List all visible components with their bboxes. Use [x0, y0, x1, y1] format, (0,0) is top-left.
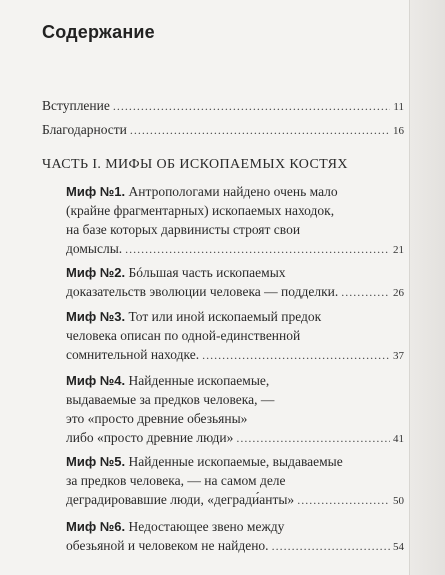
- page-number: 21: [393, 244, 404, 256]
- page-number: 37: [393, 350, 404, 362]
- dot-leader: [341, 283, 390, 302]
- myth-text: Недостающее звено между: [125, 519, 285, 534]
- myth-text: доказательств эволюции человека — подделки.: [66, 284, 339, 299]
- dot-leader: [202, 346, 390, 365]
- myth-text: Антропологами найдено очень мало: [125, 184, 338, 199]
- page-number: 16: [393, 125, 404, 137]
- myth-label: Миф №2.: [66, 265, 126, 280]
- toc-entry-intro[interactable]: [42, 97, 404, 116]
- toc-entry-label: Вступление: [42, 98, 110, 113]
- dot-leader: [236, 429, 390, 448]
- toc-entry-myth-4[interactable]: [66, 371, 404, 449]
- myth-text: сомнительной находке.: [66, 347, 200, 362]
- dot-leader: [113, 97, 391, 115]
- myth-text: это «просто древние обезьяны»: [66, 411, 248, 426]
- myth-text: человека описан по одной-единственной: [66, 328, 301, 343]
- myth-text: Тот или иной ископаемый предок: [125, 309, 322, 324]
- myth-text: выдаваемые за предков человека, —: [66, 392, 275, 407]
- part-heading: ЧАСТЬ I. МИФЫ ОБ ИСКОПАЕМЫХ КОСТЯХ: [42, 157, 348, 172]
- toc-entry-myth-3[interactable]: [66, 307, 404, 366]
- page-title: Содержание: [42, 22, 155, 42]
- toc-entry-myth-6[interactable]: [66, 517, 404, 557]
- myth-text: Бóльшая часть ископаемых: [125, 265, 286, 280]
- myth-text: за предков человека, — на самом деле: [66, 473, 286, 488]
- dot-leader: [297, 491, 390, 510]
- myth-text: либо «просто древние люди»: [66, 430, 234, 445]
- toc-entry-myth-1[interactable]: [66, 182, 404, 260]
- toc-entry-acknowledgements[interactable]: [42, 121, 404, 140]
- toc-entry-label: Благодарности: [42, 122, 127, 137]
- myth-text: на базе которых дарвинисты строят свои: [66, 222, 301, 237]
- myth-text: (крайне фрагментарных) ископаемых находок,: [66, 203, 335, 218]
- myth-text: деградировавшие люди, «дегради́анты»: [66, 492, 295, 507]
- myth-label: Миф №4.: [66, 373, 126, 388]
- myth-text: обезьяной и человеком не найдено.: [66, 538, 269, 553]
- dot-leader: [125, 240, 390, 259]
- myth-text: Найденные ископаемые, выдаваемые: [125, 454, 343, 469]
- toc-entry-myth-2[interactable]: [66, 263, 404, 303]
- dot-leader: [272, 537, 390, 556]
- myth-label: Миф №5.: [66, 454, 126, 469]
- page-number: 50: [393, 495, 404, 507]
- page-number: 26: [393, 287, 404, 299]
- page-number: 41: [393, 433, 404, 445]
- toc-entry-myth-5[interactable]: [66, 452, 404, 511]
- myth-label: Миф №1.: [66, 184, 126, 199]
- myth-label: Миф №3.: [66, 309, 126, 324]
- page-number: 11: [393, 101, 404, 113]
- page-number: 54: [393, 541, 404, 553]
- dot-leader: [130, 121, 390, 139]
- myth-text: Найденные ископаемые,: [125, 373, 270, 388]
- page-edge: [409, 0, 445, 575]
- myth-text: домыслы.: [66, 241, 123, 256]
- myth-label: Миф №6.: [66, 519, 126, 534]
